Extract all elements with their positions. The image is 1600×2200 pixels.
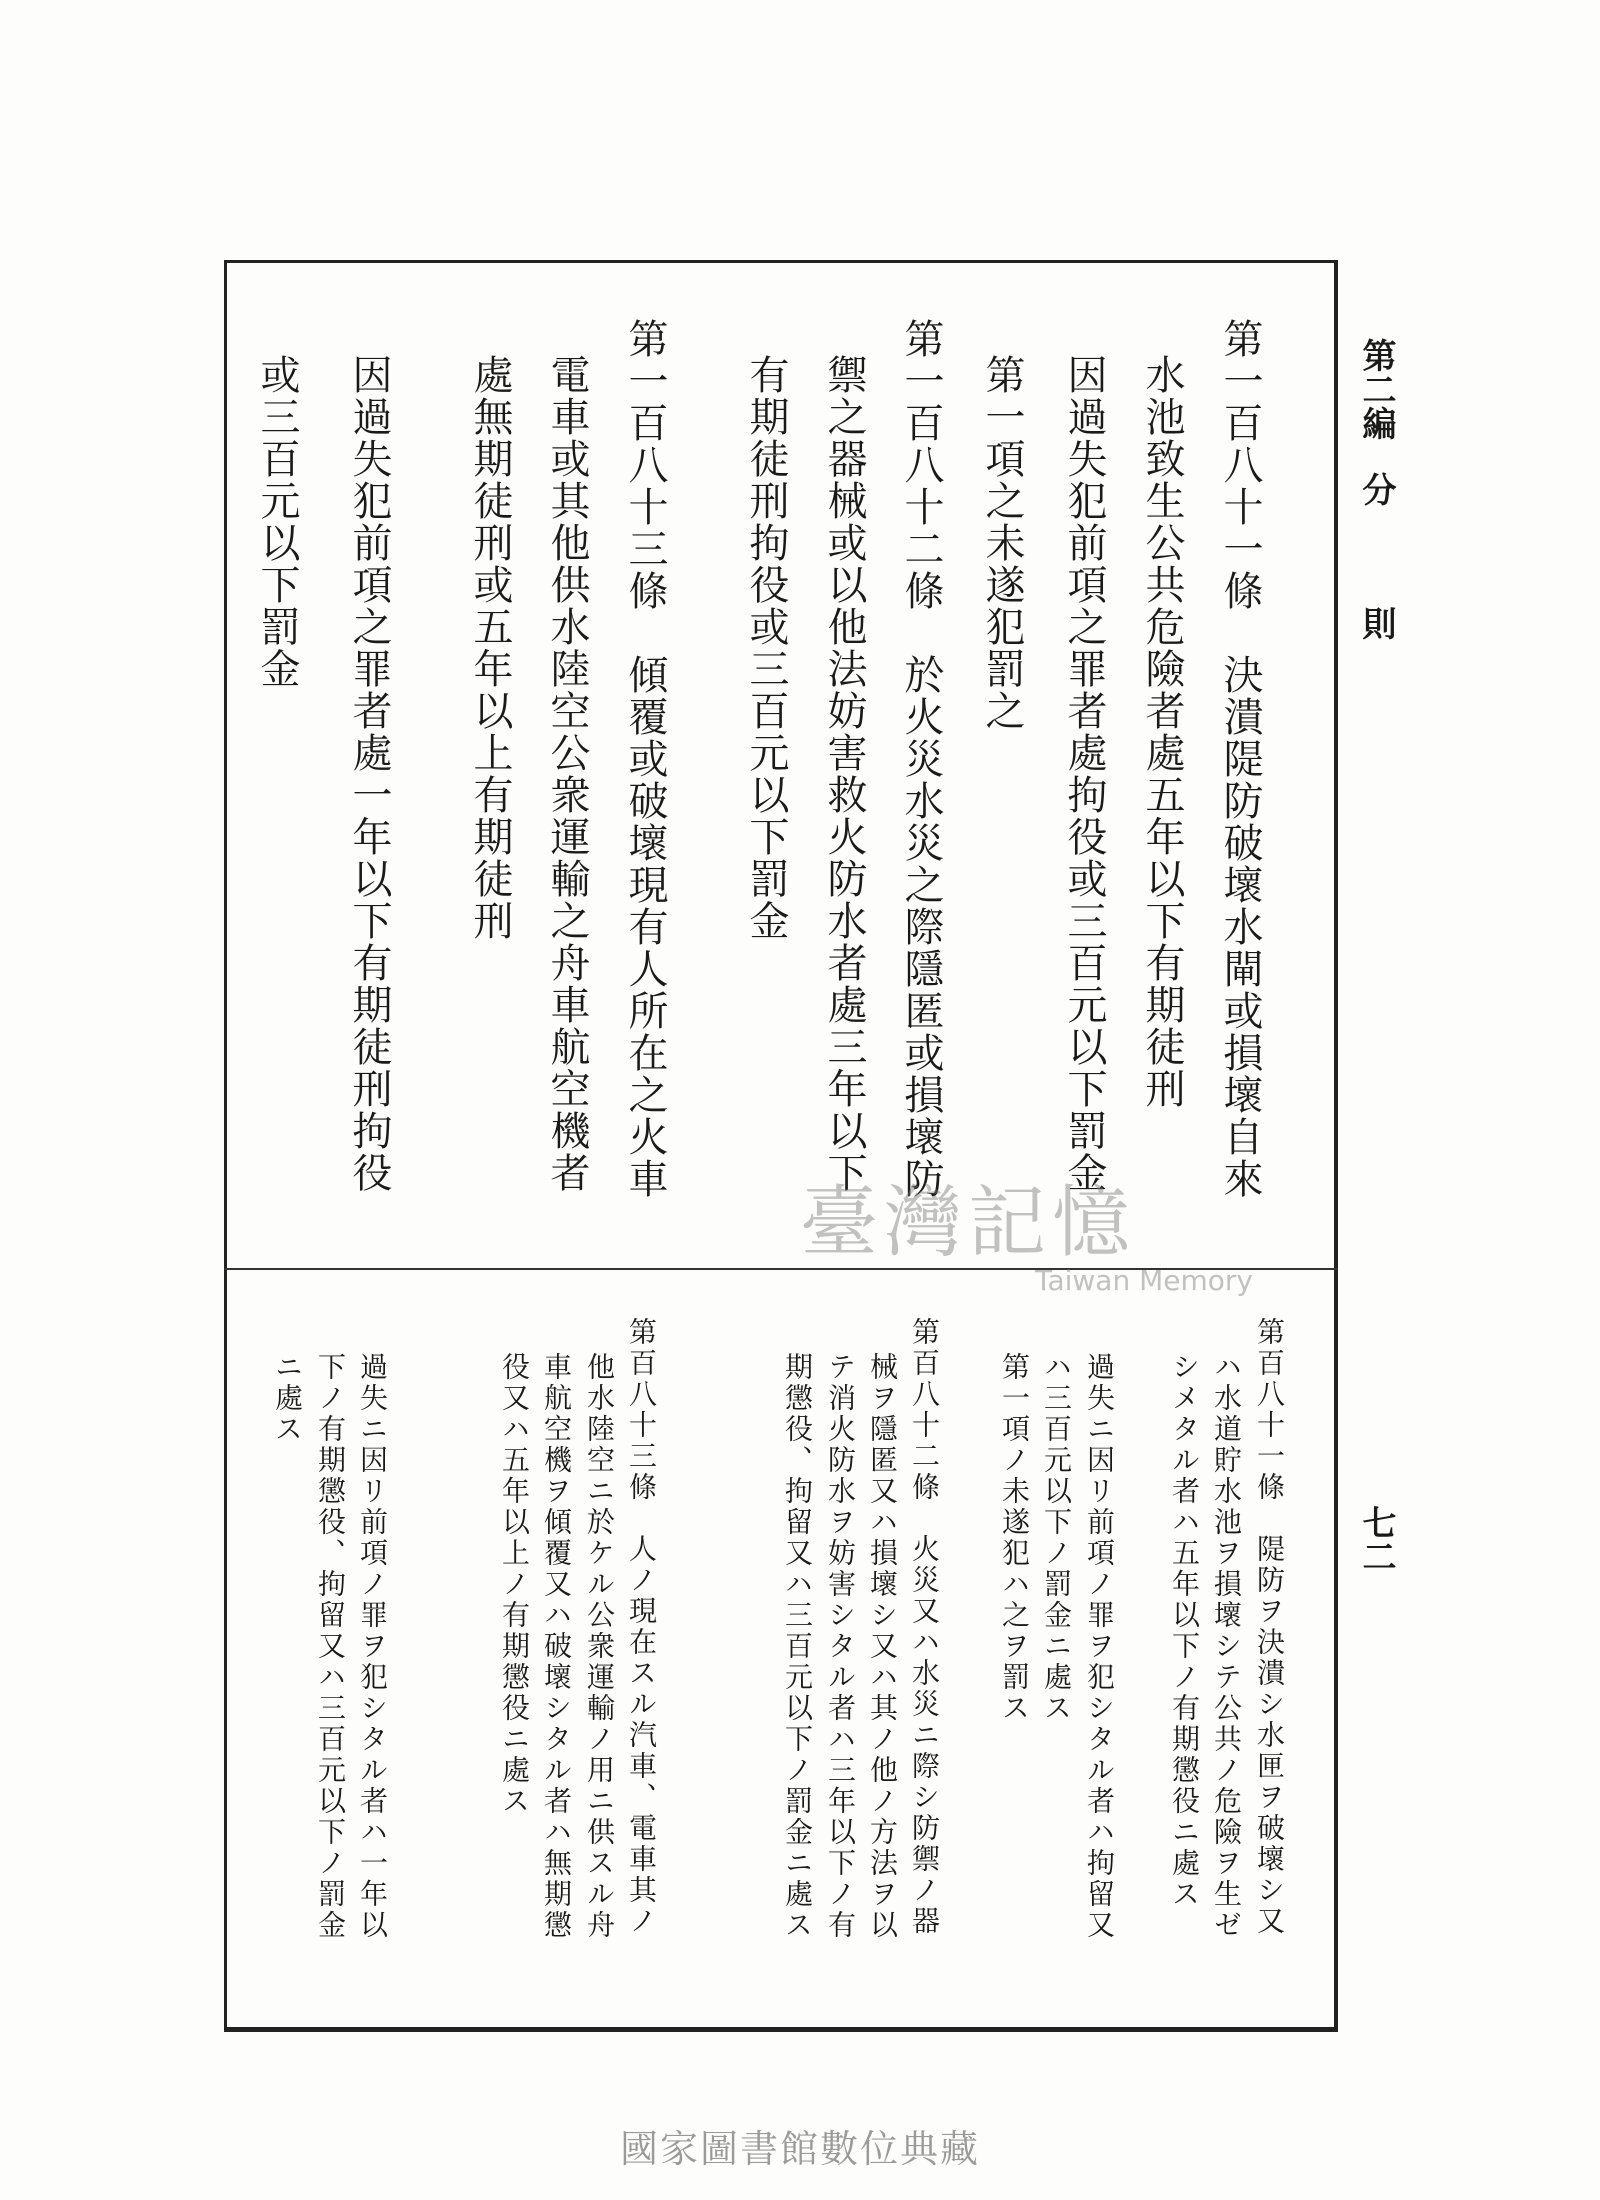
header-part2: 則 — [1356, 606, 1396, 640]
chinese-text-column: 有期徒刑拘役或三百元以下罰金 — [743, 354, 789, 942]
japanese-text-column: 過失ニ因リ前項ノ罪ヲ犯シタル者ハ一年以 — [356, 1352, 389, 1941]
watermark-logo — [800, 1160, 1253, 1297]
japanese-text-column: ハ水道貯水池ヲ損壞シテ公共ノ危險ヲ生ゼ — [1210, 1352, 1243, 1941]
japanese-text-column: 械ヲ隱匿又ハ損壞シ又ハ其ノ他ノ方法ヲ以 — [866, 1352, 899, 1941]
chinese-text-column: 第一百八十二條 於火災水災之際隱匿或損壞防 — [898, 318, 944, 1200]
japanese-text-column: 他水陸空ニ於ケル公衆運輸ノ用ニ供スル舟 — [583, 1352, 616, 1941]
footer-credit: 國家圖書館數位典藏 — [619, 2127, 980, 2171]
japanese-text-column: 役又ハ五年以上ノ有期懲役ニ處ス — [498, 1352, 531, 1817]
chinese-text-column: 禦之器械或以他法妨害救火防水者處三年以下 — [821, 354, 867, 1194]
japanese-text-column: 第百八十二條 火災又ハ水災ニ際シ防禦ノ器 — [908, 1317, 941, 1937]
chinese-text-column: 第一項之未遂犯罰之 — [979, 354, 1025, 732]
japanese-text-column: 第一項ノ未遂犯ハ之ヲ罰ス — [998, 1352, 1031, 1724]
chinese-text-column: 電車或其他供水陸空公衆運輸之舟車航空機者 — [544, 354, 590, 1194]
japanese-text-column: 第百八十一條 隄防ヲ決潰シ水匣ヲ破壞シ又 — [1253, 1317, 1286, 1937]
chinese-text-column: 第一百八十一條 決潰隄防破壞水閘或損壞自來 — [1217, 318, 1263, 1200]
japanese-text-column: テ消火防水ヲ妨害シタル者ハ三年以下ノ有 — [824, 1352, 857, 1941]
chinese-text-column: 處無期徒刑或五年以上有期徒刑 — [467, 354, 513, 942]
japanese-text-column: 過失ニ因リ前項ノ罪ヲ犯シタル者ハ拘留又 — [1083, 1352, 1116, 1941]
chinese-text-column: 因過失犯前項之罪者處拘役或三百元以下罰金 — [1061, 354, 1107, 1194]
watermark-chinese: 臺灣記憶 — [800, 1178, 1137, 1268]
chinese-text-column: 因過失犯前項之罪者處一年以下有期徒刑拘役 — [346, 354, 392, 1194]
chinese-text-column: 水池致生公共危險者處五年以下有期徒刑 — [1139, 354, 1185, 1110]
japanese-text-column: 期懲役、拘留又ハ三百元以下ノ罰金ニ處ス — [781, 1352, 814, 1941]
japanese-text-column: ニ處ス — [271, 1352, 304, 1445]
japanese-text-column: 下ノ有期懲役、拘留又ハ三百元以下ノ罰金 — [314, 1352, 347, 1941]
japanese-text-column: 車航空機ヲ傾覆又ハ破壞シタル者ハ無期懲 — [540, 1352, 573, 1941]
watermark-english: Taiwan Memory — [1035, 1264, 1253, 1297]
page-number: 七二 — [1356, 1505, 1396, 1573]
header-part1: 分 — [1356, 472, 1396, 506]
japanese-text-column: 第百八十三條 人ノ現在スル汽車、電車其ノ — [625, 1317, 658, 1937]
header-section: 第二編 — [1356, 338, 1396, 440]
chinese-text-column: 或三百元以下罰金 — [254, 354, 300, 690]
japanese-text-column: シメタル者ハ五年以下ノ有期懲役ニ處ス — [1168, 1352, 1201, 1910]
chinese-text-column: 第一百八十三條 傾覆或破壞現有人所在之火車 — [622, 318, 668, 1200]
japanese-text-column: ハ三百元以下ノ罰金ニ處ス — [1040, 1352, 1073, 1724]
